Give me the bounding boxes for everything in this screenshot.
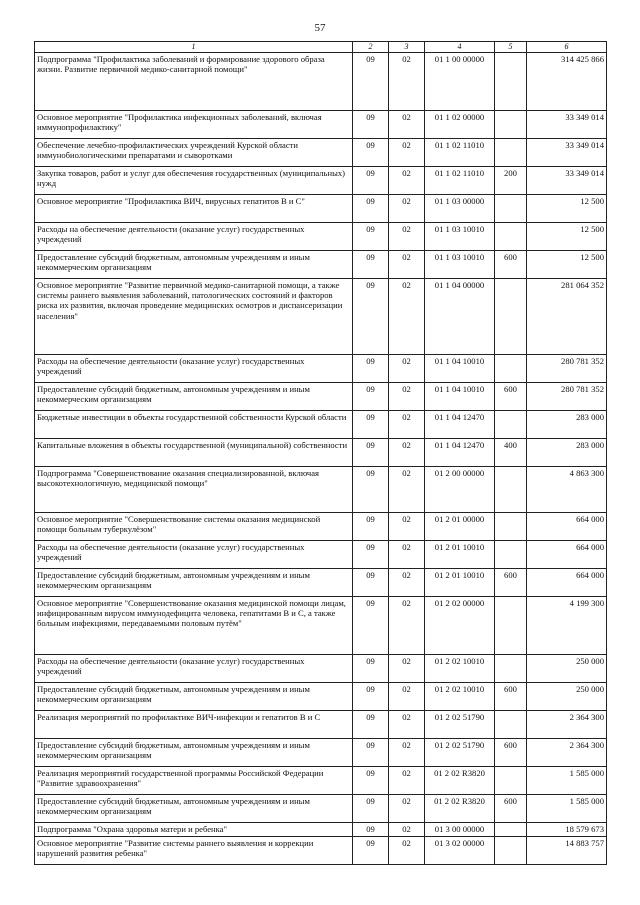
page-number: 57 bbox=[314, 22, 326, 34]
subsection-code-cell: 02 bbox=[389, 568, 425, 596]
column-header: 4 bbox=[425, 42, 495, 53]
section-code-cell: 09 bbox=[353, 596, 389, 654]
subsection-code-cell: 02 bbox=[389, 250, 425, 278]
section-code-cell: 09 bbox=[353, 250, 389, 278]
subsection-code-cell: 02 bbox=[389, 710, 425, 738]
row-name-cell: Предоставление субсидий бюджетным, автономным учреждениям и иным некоммерческим организациям bbox=[35, 738, 353, 766]
expense-type-cell bbox=[495, 710, 527, 738]
table-row bbox=[35, 438, 607, 466]
row-name-cell: Подпрограмма "Совершенствование оказания специализированной, включая высокотехнологичную, медицинской помощи" bbox=[35, 466, 353, 512]
amount-cell: 280 781 352 bbox=[527, 382, 607, 410]
table-row bbox=[35, 250, 607, 278]
amount-cell: 12 500 bbox=[527, 222, 607, 250]
subsection-code-cell: 02 bbox=[389, 794, 425, 822]
table-row bbox=[35, 52, 607, 110]
subsection-code-cell: 02 bbox=[389, 512, 425, 540]
section-code-cell: 09 bbox=[353, 438, 389, 466]
table-row bbox=[35, 710, 607, 738]
section-code-cell: 09 bbox=[353, 710, 389, 738]
target-article-cell: 01 1 02 00000 bbox=[425, 110, 495, 138]
expense-type-cell: 200 bbox=[495, 166, 527, 194]
subsection-code-cell: 02 bbox=[389, 682, 425, 710]
target-article-cell: 01 2 02 10010 bbox=[425, 682, 495, 710]
row-name-cell: Реализация мероприятий по профилактике ВИЧ-инфекции и гепатитов В и С bbox=[35, 710, 353, 738]
amount-cell: 283 000 bbox=[527, 410, 607, 438]
amount-cell: 4 863 300 bbox=[527, 466, 607, 512]
section-code-cell: 09 bbox=[353, 166, 389, 194]
subsection-code-cell: 02 bbox=[389, 466, 425, 512]
subsection-code-cell: 02 bbox=[389, 110, 425, 138]
expense-type-cell: 400 bbox=[495, 438, 527, 466]
subsection-code-cell: 02 bbox=[389, 738, 425, 766]
amount-cell: 12 500 bbox=[527, 194, 607, 222]
target-article-cell: 01 2 02 00000 bbox=[425, 596, 495, 654]
row-name-cell: Основное мероприятие "Совершенствование системы оказания медицинской помощи больным туберкулёзом" bbox=[35, 512, 353, 540]
subsection-code-cell: 02 bbox=[389, 822, 425, 836]
table-row bbox=[35, 466, 607, 512]
table-row bbox=[35, 568, 607, 596]
row-name-cell: Расходы на обеспечение деятельности (оказание услуг) государственных учреждений bbox=[35, 540, 353, 568]
target-article-cell: 01 3 00 00000 bbox=[425, 822, 495, 836]
row-name-cell: Капитальные вложения в объекты государственной (муниципальной) собственности bbox=[35, 438, 353, 466]
expense-type-cell bbox=[495, 278, 527, 354]
section-code-cell: 09 bbox=[353, 354, 389, 382]
expense-type-cell: 600 bbox=[495, 794, 527, 822]
subsection-code-cell: 02 bbox=[389, 354, 425, 382]
subsection-code-cell: 02 bbox=[389, 766, 425, 794]
expense-type-cell bbox=[495, 354, 527, 382]
target-article-cell: 01 1 03 10010 bbox=[425, 250, 495, 278]
row-name-cell: Предоставление субсидий бюджетным, автономным учреждениям и иным некоммерческим организациям bbox=[35, 794, 353, 822]
subsection-code-cell: 02 bbox=[389, 410, 425, 438]
expense-type-cell bbox=[495, 466, 527, 512]
target-article-cell: 01 2 00 00000 bbox=[425, 466, 495, 512]
target-article-cell: 01 1 04 12470 bbox=[425, 410, 495, 438]
amount-cell: 250 000 bbox=[527, 654, 607, 682]
target-article-cell: 01 1 04 10010 bbox=[425, 382, 495, 410]
subsection-code-cell: 02 bbox=[389, 138, 425, 166]
amount-cell: 1 585 000 bbox=[527, 766, 607, 794]
amount-cell: 12 500 bbox=[527, 250, 607, 278]
row-name-cell: Реализация мероприятий государственной программы Российской Федерации "Развитие здравоохранения" bbox=[35, 766, 353, 794]
table-row bbox=[35, 766, 607, 794]
subsection-code-cell: 02 bbox=[389, 836, 425, 864]
target-article-cell: 01 2 02 R3820 bbox=[425, 766, 495, 794]
section-code-cell: 09 bbox=[353, 52, 389, 110]
table-row bbox=[35, 222, 607, 250]
amount-cell: 250 000 bbox=[527, 682, 607, 710]
row-name-cell: Предоставление субсидий бюджетным, автономным учреждениям и иным некоммерческим организациям bbox=[35, 682, 353, 710]
section-code-cell: 09 bbox=[353, 794, 389, 822]
subsection-code-cell: 02 bbox=[389, 166, 425, 194]
expense-type-cell bbox=[495, 138, 527, 166]
table-row bbox=[35, 540, 607, 568]
section-code-cell: 09 bbox=[353, 222, 389, 250]
expense-type-cell bbox=[495, 654, 527, 682]
target-article-cell: 01 1 03 10010 bbox=[425, 222, 495, 250]
expense-type-cell: 600 bbox=[495, 568, 527, 596]
row-name-cell: Расходы на обеспечение деятельности (оказание услуг) государственных учреждений bbox=[35, 354, 353, 382]
table-row bbox=[35, 194, 607, 222]
table-row bbox=[35, 512, 607, 540]
target-article-cell: 01 2 02 10010 bbox=[425, 654, 495, 682]
table-header-row bbox=[35, 42, 607, 53]
expense-type-cell bbox=[495, 512, 527, 540]
expense-type-cell bbox=[495, 540, 527, 568]
section-code-cell: 09 bbox=[353, 738, 389, 766]
target-article-cell: 01 1 04 12470 bbox=[425, 438, 495, 466]
section-code-cell: 09 bbox=[353, 110, 389, 138]
budget-table bbox=[34, 41, 607, 865]
section-code-cell: 09 bbox=[353, 382, 389, 410]
row-name-cell: Подпрограмма "Охрана здоровья матери и ребенка" bbox=[35, 822, 353, 836]
target-article-cell: 01 2 02 51790 bbox=[425, 738, 495, 766]
target-article-cell: 01 2 02 51790 bbox=[425, 710, 495, 738]
table-row bbox=[35, 278, 607, 354]
row-name-cell: Бюджетные инвестиции в объекты государственной собственности Курской области bbox=[35, 410, 353, 438]
row-name-cell: Предоставление субсидий бюджетным, автономным учреждениям и иным некоммерческим организациям bbox=[35, 568, 353, 596]
expense-type-cell bbox=[495, 596, 527, 654]
subsection-code-cell: 02 bbox=[389, 278, 425, 354]
amount-cell: 18 579 673 bbox=[527, 822, 607, 836]
target-article-cell: 01 3 02 00000 bbox=[425, 836, 495, 864]
expense-type-cell bbox=[495, 766, 527, 794]
row-name-cell: Основное мероприятие "Совершенствование оказания медицинской помощи лицам, инфицированным вирусом иммунодефицита человека, гепатитами В и С, а также больным инфекциями, передаваемыми половым путём" bbox=[35, 596, 353, 654]
section-code-cell: 09 bbox=[353, 682, 389, 710]
row-name-cell: Предоставление субсидий бюджетным, автономным учреждениям и иным некоммерческим организациям bbox=[35, 382, 353, 410]
column-header: 5 bbox=[495, 42, 527, 53]
target-article-cell: 01 2 01 10010 bbox=[425, 540, 495, 568]
section-code-cell: 09 bbox=[353, 836, 389, 864]
table-row bbox=[35, 836, 607, 864]
table-row bbox=[35, 822, 607, 836]
section-code-cell: 09 bbox=[353, 194, 389, 222]
row-name-cell: Предоставление субсидий бюджетным, автономным учреждениям и иным некоммерческим организациям bbox=[35, 250, 353, 278]
row-name-cell: Расходы на обеспечение деятельности (оказание услуг) государственных учреждений bbox=[35, 222, 353, 250]
expense-type-cell: 600 bbox=[495, 250, 527, 278]
section-code-cell: 09 bbox=[353, 278, 389, 354]
subsection-code-cell: 02 bbox=[389, 596, 425, 654]
row-name-cell: Основное мероприятие "Профилактика инфекционных заболеваний, включая иммунопрофилактику" bbox=[35, 110, 353, 138]
amount-cell: 33 349 014 bbox=[527, 110, 607, 138]
target-article-cell: 01 1 02 11010 bbox=[425, 138, 495, 166]
target-article-cell: 01 2 01 10010 bbox=[425, 568, 495, 596]
amount-cell: 314 425 866 bbox=[527, 52, 607, 110]
row-name-cell: Основное мероприятие "Развитие системы раннего выявления и коррекции нарушений развития ребенка" bbox=[35, 836, 353, 864]
amount-cell: 4 199 300 bbox=[527, 596, 607, 654]
table-row bbox=[35, 682, 607, 710]
amount-cell: 664 000 bbox=[527, 568, 607, 596]
row-name-cell: Подпрограмма "Профилактика заболеваний и формирование здорового образа жизни. Развитие первичной медико-санитарной помощи" bbox=[35, 52, 353, 110]
amount-cell: 1 585 000 bbox=[527, 794, 607, 822]
subsection-code-cell: 02 bbox=[389, 194, 425, 222]
amount-cell: 2 364 300 bbox=[527, 710, 607, 738]
row-name-cell: Обеспечение лечебно-профилактических учреждений Курской области иммунобиологическими препаратами и сыворотками bbox=[35, 138, 353, 166]
amount-cell: 281 064 352 bbox=[527, 278, 607, 354]
column-header: 6 bbox=[527, 42, 607, 53]
subsection-code-cell: 02 bbox=[389, 654, 425, 682]
row-name-cell: Основное мероприятие "Профилактика ВИЧ, вирусных гепатитов В и С" bbox=[35, 194, 353, 222]
expense-type-cell bbox=[495, 836, 527, 864]
section-code-cell: 09 bbox=[353, 466, 389, 512]
section-code-cell: 09 bbox=[353, 654, 389, 682]
table-row bbox=[35, 110, 607, 138]
expense-type-cell bbox=[495, 194, 527, 222]
subsection-code-cell: 02 bbox=[389, 52, 425, 110]
subsection-code-cell: 02 bbox=[389, 222, 425, 250]
target-article-cell: 01 1 04 10010 bbox=[425, 354, 495, 382]
expense-type-cell bbox=[495, 110, 527, 138]
section-code-cell: 09 bbox=[353, 512, 389, 540]
expense-type-cell bbox=[495, 410, 527, 438]
amount-cell: 33 349 014 bbox=[527, 166, 607, 194]
table-row bbox=[35, 354, 607, 382]
expense-type-cell: 600 bbox=[495, 682, 527, 710]
table-row bbox=[35, 166, 607, 194]
amount-cell: 664 000 bbox=[527, 512, 607, 540]
amount-cell: 2 364 300 bbox=[527, 738, 607, 766]
target-article-cell: 01 1 03 00000 bbox=[425, 194, 495, 222]
amount-cell: 280 781 352 bbox=[527, 354, 607, 382]
section-code-cell: 09 bbox=[353, 540, 389, 568]
section-code-cell: 09 bbox=[353, 410, 389, 438]
expense-type-cell bbox=[495, 52, 527, 110]
row-name-cell: Основное мероприятие "Развитие первичной медико-санитарной помощи, а также системы раннего выявления заболеваний, патологических состояний и факторов риска их развития, включая проведение медицинских осмотров и диспансеризации населения" bbox=[35, 278, 353, 354]
row-name-cell: Закупка товаров, работ и услуг для обеспечения государственных (муниципальных) нужд bbox=[35, 166, 353, 194]
amount-cell: 33 349 014 bbox=[527, 138, 607, 166]
table-row bbox=[35, 794, 607, 822]
row-name-cell: Расходы на обеспечение деятельности (оказание услуг) государственных учреждений bbox=[35, 654, 353, 682]
section-code-cell: 09 bbox=[353, 138, 389, 166]
amount-cell: 283 000 bbox=[527, 438, 607, 466]
amount-cell: 14 883 757 bbox=[527, 836, 607, 864]
table-row bbox=[35, 738, 607, 766]
table-row bbox=[35, 596, 607, 654]
target-article-cell: 01 1 00 00000 bbox=[425, 52, 495, 110]
target-article-cell: 01 2 01 00000 bbox=[425, 512, 495, 540]
section-code-cell: 09 bbox=[353, 822, 389, 836]
column-header: 3 bbox=[389, 42, 425, 53]
section-code-cell: 09 bbox=[353, 568, 389, 596]
column-header: 2 bbox=[353, 42, 389, 53]
subsection-code-cell: 02 bbox=[389, 438, 425, 466]
table-row bbox=[35, 654, 607, 682]
amount-cell: 664 000 bbox=[527, 540, 607, 568]
expense-type-cell bbox=[495, 222, 527, 250]
subsection-code-cell: 02 bbox=[389, 540, 425, 568]
table-row bbox=[35, 138, 607, 166]
target-article-cell: 01 1 02 11010 bbox=[425, 166, 495, 194]
target-article-cell: 01 1 04 00000 bbox=[425, 278, 495, 354]
expense-type-cell: 600 bbox=[495, 382, 527, 410]
table-row bbox=[35, 382, 607, 410]
table-row bbox=[35, 410, 607, 438]
expense-type-cell bbox=[495, 822, 527, 836]
target-article-cell: 01 2 02 R3820 bbox=[425, 794, 495, 822]
expense-type-cell: 600 bbox=[495, 738, 527, 766]
subsection-code-cell: 02 bbox=[389, 382, 425, 410]
column-header: 1 bbox=[35, 42, 353, 53]
section-code-cell: 09 bbox=[353, 766, 389, 794]
